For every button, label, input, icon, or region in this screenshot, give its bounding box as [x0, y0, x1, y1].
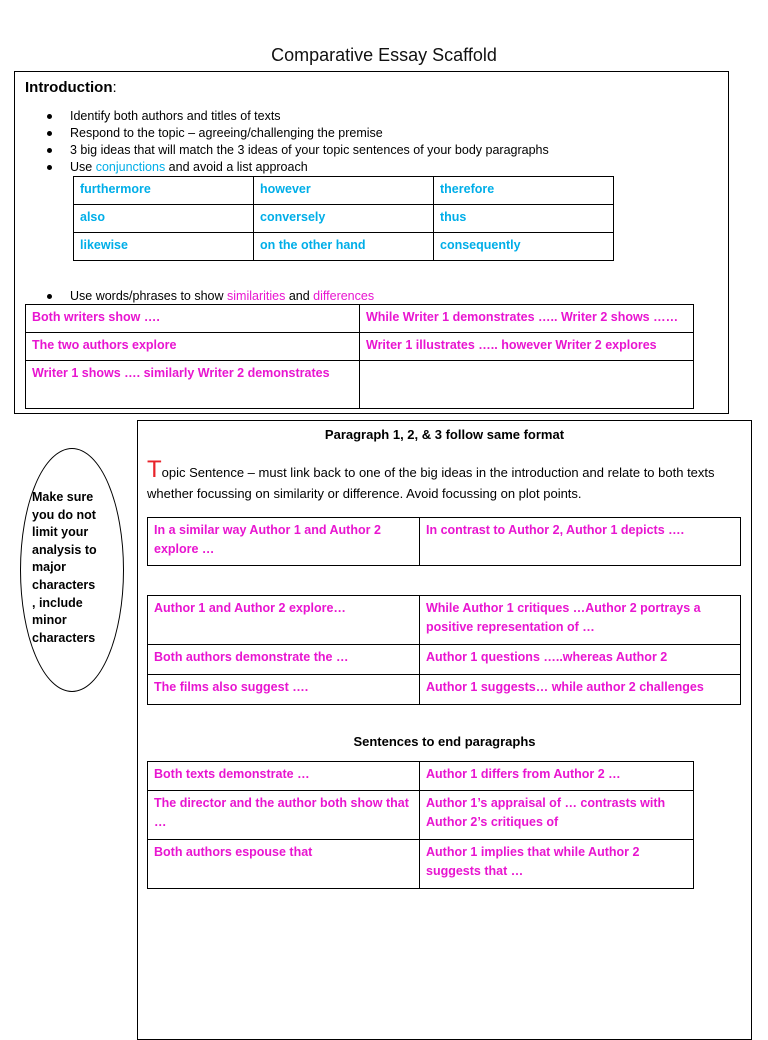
table-cell: While Author 1 critiques …Author 2 portrays a positive representation of … — [420, 596, 741, 645]
table-row — [148, 791, 694, 840]
introduction-heading-colon: : — [112, 79, 117, 96]
body-phrases-table — [147, 595, 741, 705]
table-cell: thus — [434, 205, 614, 233]
table-cell: also — [74, 205, 254, 233]
similarities-highlight: similarities — [227, 289, 286, 303]
table-cell: Writer 1 shows …. similarly Writer 2 demonstrates — [26, 361, 360, 409]
topic-sentence-table — [147, 517, 741, 566]
table-cell: In contrast to Author 2, Author 1 depicts …. — [420, 518, 741, 566]
table-row — [26, 333, 694, 361]
table-row — [148, 645, 741, 675]
introduction-bullet-list — [45, 108, 549, 176]
table-row — [26, 361, 694, 409]
table-cell: furthermore — [74, 177, 254, 205]
table-row — [148, 518, 741, 566]
table-cell: likewise — [74, 233, 254, 261]
conj-bullet-pre: Use — [70, 160, 96, 174]
conjunctions-table — [73, 176, 614, 261]
table-cell: The films also suggest …. — [148, 675, 420, 705]
table-cell: Both texts demonstrate … — [148, 762, 420, 791]
table-cell: conversely — [254, 205, 434, 233]
similarities-table — [25, 304, 694, 409]
sim-bullet-mid: and — [285, 289, 314, 303]
topic-sentence-instruction — [147, 456, 747, 504]
table-cell: Both authors demonstrate the … — [148, 645, 420, 675]
sim-bullet-pre: Use words/phrases to show — [70, 289, 228, 303]
bullet-item: Respond to the topic – agreeing/challenging the premise — [45, 125, 549, 142]
table-cell — [360, 361, 694, 409]
table-row — [26, 305, 694, 333]
ending-sentences-heading: Sentences to end paragraphs — [353, 734, 536, 749]
table-cell: Author 1 questions …..whereas Author 2 — [420, 645, 741, 675]
introduction-heading-text: Introduction — [25, 79, 113, 96]
bullet-item: Identify both authors and titles of texts — [45, 108, 549, 125]
table-row — [74, 177, 614, 205]
table-row — [148, 840, 694, 889]
table-cell: While Writer 1 demonstrates ….. Writer 2 shows …… — [360, 305, 694, 333]
document-title: Comparative Essay Scaffold — [271, 45, 497, 65]
conjunctions-highlight: conjunctions — [95, 160, 166, 174]
side-note-text: Make sure you do not limit your analysis to major characters , include minor characters — [32, 490, 97, 645]
table-cell: Both writers show …. — [26, 305, 360, 333]
table-cell: Author 1 and Author 2 explore… — [148, 596, 420, 645]
table-cell: Writer 1 illustrates ….. however Writer 2 explores — [360, 333, 694, 361]
table-row — [148, 675, 741, 705]
table-cell: The two authors explore — [26, 333, 360, 361]
similarities-bullet — [45, 288, 374, 305]
topic-drop-letter: T — [147, 456, 162, 483]
paragraph-section — [137, 420, 752, 1040]
conj-bullet-post: and avoid a list approach — [165, 160, 308, 174]
bullet-item-similarities — [45, 288, 374, 305]
ending-sentences-table — [147, 761, 694, 889]
introduction-heading — [25, 79, 117, 96]
table-row — [148, 762, 694, 791]
table-row — [74, 233, 614, 261]
bullet-item: 3 big ideas that will match the 3 ideas of your topic sentences of your body paragraphs — [45, 142, 549, 159]
table-cell: Author 1 differs from Author 2 … — [420, 762, 694, 791]
table-cell: Author 1’s appraisal of … contrasts with Author 2’s critiques of — [420, 791, 694, 840]
side-note-oval — [20, 448, 124, 692]
table-cell: therefore — [434, 177, 614, 205]
table-cell: Author 1 suggests… while author 2 challenges — [420, 675, 741, 705]
table-cell: The director and the author both show that … — [148, 791, 420, 840]
table-cell: however — [254, 177, 434, 205]
table-cell: consequently — [434, 233, 614, 261]
table-cell: Author 1 implies that while Author 2 suggests that … — [420, 840, 694, 889]
table-cell: Both authors espouse that — [148, 840, 420, 889]
bullet-item-conjunctions — [45, 159, 549, 176]
table-row — [74, 205, 614, 233]
table-row — [148, 596, 741, 645]
table-cell: on the other hand — [254, 233, 434, 261]
differences-highlight: differences — [313, 289, 375, 303]
paragraph-heading: Paragraph 1, 2, & 3 follow same format — [324, 427, 565, 442]
table-cell: In a similar way Author 1 and Author 2 explore … — [148, 518, 420, 566]
topic-sentence-text: opic Sentence – must link back to one of the big ideas in the introduction and relate to both texts whether focussing on similarity or difference. Avoid focussing on plot points. — [147, 465, 715, 501]
introduction-section — [14, 71, 729, 414]
